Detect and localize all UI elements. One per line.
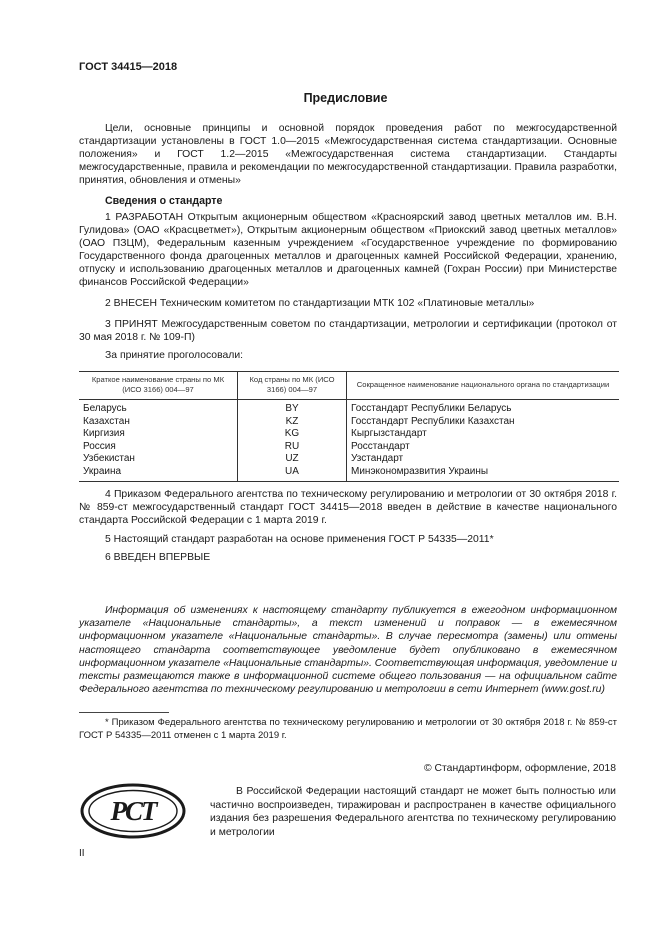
cell-body: Минэкономразвития Украины [347, 466, 620, 482]
cell-body: Госстандарт Республики Беларусь [347, 400, 620, 416]
table-row [79, 428, 619, 441]
svg-text:РСТ: РСТ [110, 796, 156, 826]
rst-logo-icon [80, 783, 186, 839]
intro-paragraph: Цели, основные принципы и основной порядок проведения работ по межгосударственной стандартизации установлены в ГОСТ 1.0—2015 «Межгосударственная система стандартизации. Основные положения» и ГОСТ 1.2—2015 «Межгосударственная система стандартизации. Стандарты межгосударственные, правила и рекомендации по межгосударственной стандартизации. Правила разработки, принятия, обновления и отмены» [79, 123, 617, 186]
item-adopted: 3 ПРИНЯТ Межгосударственным советом по стандартизации, метрологии и сертификации (протокол от 30 мая 2018 г. № 109-П) [79, 319, 617, 343]
cell-body: Кыргызстандарт [347, 428, 620, 441]
table-header-row [79, 372, 619, 400]
cell-body: Росстандарт [347, 441, 620, 454]
table-row [79, 441, 619, 454]
cell-code: KG [238, 428, 347, 441]
item-developed: 1 РАЗРАБОТАН Открытым акционерным обществом «Красноярский завод цветных металлов им. В.Н. Гулидова» (ОАО «Красцветмет»), Открытым акционерным обществом «Приокский завод цветных металлов» (ОАО ПЗЦМ), Федеральным казенным учреждением «Государственное учреждение по формированию Государственного фонда драгоценных металлов и драгоценных камней Российской Федерации, хранению, отпуску и использованию драгоценных металлов и драгоценных камней (Гохран России) при Министерстве финансов Российской Федерации» [79, 212, 617, 288]
table-row [79, 416, 619, 429]
reproduction-notice: В Российской Федерации настоящий стандарт не может быть полностью или частично воспроизведен, тиражирован и распространен в качестве официального издания без разрешения Федерального агентства по техническому регулированию и метрологии [210, 786, 616, 838]
page-title: Предисловие [303, 91, 388, 105]
cell-code: BY [238, 400, 347, 416]
voting-table [79, 371, 619, 482]
cell-country: Россия [83, 440, 116, 452]
cell-code: KZ [238, 416, 347, 429]
cell-country: Киргизия [83, 428, 125, 439]
item-submitted: 2 ВНЕСЕН Техническим комитетом по стандартизации МТК 102 «Платиновые металлы» [105, 298, 535, 309]
table-row [79, 466, 619, 482]
voted-label: За принятие проголосовали: [105, 350, 244, 361]
cell-code: RU [238, 441, 347, 454]
cell-country: Узбекистан [83, 453, 135, 464]
cell-body: Госстандарт Республики Казахстан [347, 416, 620, 429]
column-header-body: Сокращенное наименование национального органа по стандартизации [347, 372, 620, 400]
column-header-code: Код страны по МК (ИСО 3166) 004—97 [238, 372, 347, 400]
cell-country: Казахстан [83, 415, 130, 427]
footnote-divider [79, 712, 169, 713]
item-order: 4 Приказом Федерального агентства по техническому регулированию и метрологии от 30 октября 2018 г. № 859-ст межгосударственный стандарт ГОСТ 34415—2018 введен в действие в качестве национального стандарта Российской Федерации с 1 марта 2019 г. [79, 489, 617, 526]
cell-country: Беларусь [83, 403, 127, 414]
column-header-country: Краткое наименование страны по МК (ИСО 3166) 004—97 [79, 372, 238, 400]
footnote: * Приказом Федерального агентства по техническому регулированию и метрологии от 30 октября 2018 г. № 859-ст ГОСТ Р 54335—2011 отменен с 1 марта 2019 г. [79, 717, 617, 741]
copyright-line: © Стандартинформ, оформление, 2018 [423, 763, 616, 774]
change-information: Информация об изменениях к настоящему стандарту публикуется в ежегодном информационном указателе «Национальные стандарты», а текст изменений и поправок — в ежемесячном информационном указателе «Национальные стандарты». В случае пересмотра (замены) или отмены настоящего стандарта соответствующее уведомление будет опубликовано в ежемесячном информационном указателе «Национальные стандарты». Соответствующая информация, уведомление и тексты размещаются также в информационной системе общего пользования — на официальном сайте Федерального агентства по техническому регулированию и метрологии в сети Интернет (www.gost.ru) [79, 605, 617, 696]
cell-code: UA [238, 466, 347, 482]
table-row [79, 400, 619, 416]
item-first-introduced: 6 ВВЕДЕН ВПЕРВЫЕ [105, 552, 211, 563]
page-number: II [79, 848, 85, 859]
item-basis: 5 Настоящий стандарт разработан на основе применения ГОСТ Р 54335—2011* [105, 534, 494, 545]
table-row [79, 453, 619, 466]
standard-info-heading: Сведения о стандарте [105, 195, 223, 207]
cell-body: Узстандарт [347, 453, 620, 466]
cell-code: UZ [238, 453, 347, 466]
document-code: ГОСТ 34415—2018 [79, 61, 178, 73]
cell-country: Украина [83, 465, 122, 477]
